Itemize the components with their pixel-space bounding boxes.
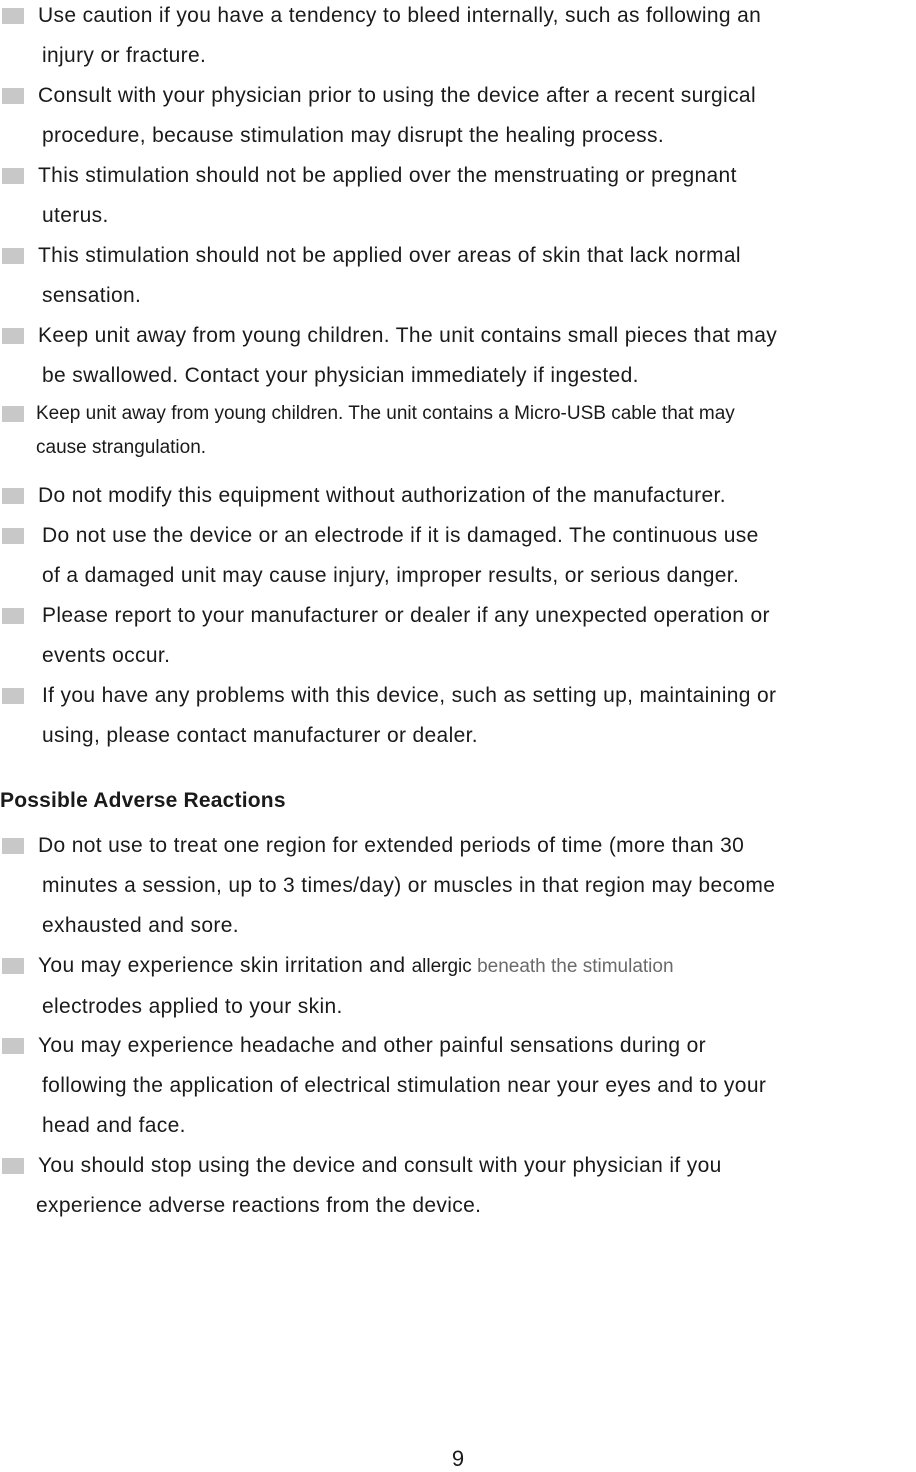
line: This stimulation should not be applied over the menstruating or pregnant	[38, 164, 737, 187]
list-item-text	[38, 316, 910, 396]
bullet-icon	[2, 248, 24, 264]
line: Please report to your manufacturer or dealer if any unexpected operation or	[42, 604, 770, 627]
line: Keep unit away from young children. The unit contains a Micro-USB cable that may	[36, 403, 735, 424]
bullet-icon	[2, 838, 24, 854]
line: Do not use to treat one region for extended periods of time (more than 30	[38, 834, 745, 857]
list-item-text	[42, 676, 910, 756]
list-item-text	[38, 826, 910, 946]
line: You should stop using the device and consult with your physician if you	[38, 1154, 722, 1177]
line: Do not modify this equipment without authorization of the manufacturer.	[38, 484, 726, 507]
line: experience adverse reactions from the device.	[36, 1194, 482, 1217]
bullet-icon	[2, 488, 24, 504]
line: electrodes applied to your skin.	[42, 995, 343, 1018]
line: cause strangulation.	[36, 437, 207, 458]
line: If you have any problems with this device, such as setting up, maintaining or	[42, 684, 777, 707]
line-part: allergic	[411, 956, 478, 977]
bullet-icon	[2, 8, 24, 24]
line: Consult with your physician prior to using the device after a recent surgical	[38, 84, 756, 107]
line: using, please contact manufacturer or dealer.	[42, 724, 478, 747]
line: procedure, because stimulation may disrupt the healing process.	[42, 124, 665, 147]
line: events occur.	[42, 644, 171, 667]
list-item-text	[42, 516, 910, 596]
line: injury or fracture.	[42, 44, 207, 67]
bullet-icon	[2, 1158, 24, 1174]
line: head and face.	[42, 1114, 186, 1137]
bullet-icon	[2, 328, 24, 344]
bullet-icon	[2, 608, 24, 624]
page-number: 9	[451, 1446, 465, 1471]
list-item-text	[38, 236, 910, 316]
bullet-icon	[2, 1038, 24, 1054]
line: sensation.	[42, 284, 142, 307]
list-item-text	[38, 476, 910, 516]
line: uterus.	[42, 204, 109, 227]
section-heading: Possible Adverse Reactions	[0, 789, 286, 812]
bullet-icon	[2, 406, 24, 422]
line: This stimulation should not be applied over areas of skin that lack normal	[38, 244, 741, 267]
list-item-text	[38, 1026, 910, 1146]
bullet-icon	[2, 168, 24, 184]
line: minutes a session, up to 3 times/day) or muscles in that region may become	[42, 874, 776, 897]
list-item-text	[42, 596, 910, 676]
bullet-icon	[2, 688, 24, 704]
list-item-text	[38, 156, 910, 236]
line: You may experience headache and other painful sensations during or	[38, 1034, 706, 1057]
list-item-text	[38, 1146, 910, 1226]
list-item-text	[36, 397, 910, 465]
bullet-icon	[2, 528, 24, 544]
line: of a damaged unit may cause injury, improper results, or serious danger.	[42, 564, 740, 587]
list-item-text	[38, 76, 910, 156]
line: Do not use the device or an electrode if it is damaged. The continuous use	[42, 524, 759, 547]
line: following the application of electrical stimulation near your eyes and to your	[42, 1074, 767, 1097]
line: Use caution if you have a tendency to bleed internally, such as following an	[38, 4, 762, 27]
list-item-text	[38, 0, 910, 76]
line: Keep unit away from young children. The unit contains small pieces that may	[38, 324, 778, 347]
list-item-text	[38, 946, 910, 1027]
line-part: You may experience skin irritation and	[38, 954, 412, 977]
line: be swallowed. Contact your physician immediately if ingested.	[42, 364, 639, 387]
bullet-icon	[2, 958, 24, 974]
line-part: beneath the stimulation	[477, 956, 674, 977]
bullet-icon	[2, 88, 24, 104]
line: exhausted and sore.	[42, 914, 239, 937]
